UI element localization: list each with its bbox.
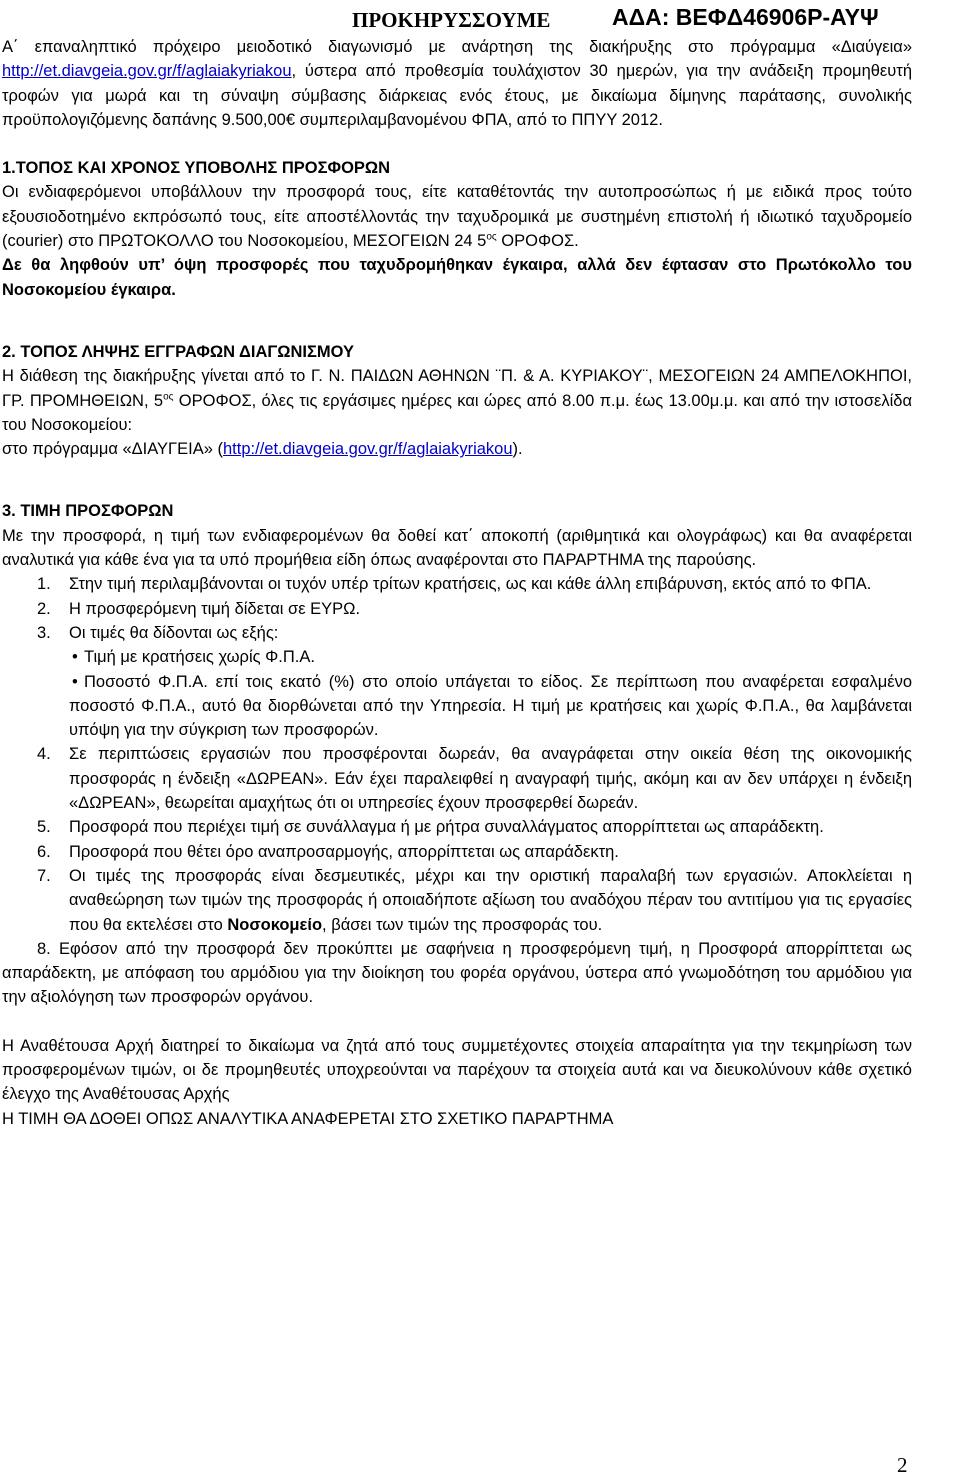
final-statement: Η ΤΙΜΗ ΘΑ ΔΟΘΕΙ ΟΠΩΣ ΑΝΑΛΥΤΙΚΑ ΑΝΑΦΕΡΕΤΑΙ ΣΤΟ ΣΧΕΤΙΚΟ ΠΑΡΑΡΤΗΜΑ [2,1109,614,1128]
intro-rest: , ύστερα από προθεσμία τουλάχιστον 30 ημερών, για την ανάδειξη προμηθευτή τροφών για μωρά και τη σύναψη σύμβασης διάρκειας ενός έτους, με δικαίωμα δίμηνης παράτασης, συνολικής προϋπολογιζόμενης δαπάνης 9.500,00€ συμπεριλαμβανομένου ΦΠΑ, από το ΠΠΥΥ 2012. [2,62,912,129]
list-item-number: 1. [37,575,51,594]
intro-line1: Α΄ επαναληπτικό πρόχειρο μειοδοτικό διαγωνισμό με ανάρτηση της διακήρυξης στο πρόγραμμα [2,38,816,56]
page-number: 2 [897,1453,908,1477]
list-item-number: 4. [37,745,51,764]
section2-body-a: Η διάθεση της διακήρυξης γίνεται από το Γ. Ν. ΠΑΙΔΩΝ ΑΘΗΝΩΝ ¨Π. & Α. ΚΥΡΙΑΚΟΥ¨, ΜΕΣΟΓΕΙΩΝ 24 ΑΜΠΕΛΟΚΗΠΟΙ, ΓΡ. ΠΡΟΜΗΘΕΙΩΝ, 5 [2,367,912,410]
section1-body [2,180,912,253]
list-item-number: 5. [37,818,51,837]
list-item-number: 6. [37,842,51,861]
price-terms-list [2,572,912,936]
list-item-number: 3. [37,623,51,642]
section2-heading: 2. ΤΟΠΟΣ ΛΗΨΗΣ ΕΓΓΡΑΦΩΝ ΔΙΑΓΩΝΙΣΜΟΥ [2,342,355,361]
bullet-text: Ποσοστό Φ.Π.Α. επί τοις εκατό (%) στο οποίο υπάγεται το είδος. Σε περίπτωση που αναφέρεται εσφαλμένο ποσοστό Φ.Π.Α., αυτό θα διορθώνεται από την Υπηρεσία. Η τιμή με κρατήσεις και χωρίς Φ.Π.Α., θα λαμβάνεται υπόψη για την σύγκριση των προσφορών. [69,672,912,740]
ada-code: ΑΔΑ: ΒΕΦΔ46906Ρ-ΑΥΨ [612,4,879,30]
bullet-icon: • [72,648,78,667]
item8-paragraph: 8. Εφόσον από την προσφορά δεν προκύπτει με σαφήνεια η προσφερόμενη τιμή, η Προσφορά απορρίπτεται ως απαράδεκτη, με απόφαση του αρμόδιου για την διοίκηση του φορέα οργάνου, ύστερα από γνωμοδότηση του αρμόδιου για την αξιολόγηση των προσφορών οργάνου. [2,939,912,1007]
section1-heading: 1.ΤΟΠΟΣ ΚΑΙ ΧΡΟΝΟΣ ΥΠΟΒΟΛΗΣ ΠΡΟΣΦΟΡΩΝ [2,159,391,178]
list-item [2,815,912,839]
page-header-title: ΠΡΟΚΗΡΥΣΣΟΥΜΕ [352,8,551,32]
intro-paragraph [2,35,912,132]
bullet-item [2,645,912,669]
list-item-text: Σε περιπτώσεις εργασιών που προσφέρονται δωρεάν, θα αναγράφεται στην οικεία θέση της οικονομικής προσφοράς η ένδειξη «ΔΩΡΕΑΝ». Εάν έχει παραλειφθεί η αναγραφή τιμής, ακόμη και αν δεν υπάρχει η ένδειξη «ΔΩΡΕΑΝ», θεωρείται αμαχήτως ότι οι υπηρεσίες έχουν προσφερθεί δωρεάν. [69,745,912,813]
list-item-number: 7. [37,866,51,885]
intro-pre-link: «Διαύγεια» [831,38,912,56]
list-item-text-end: , βάσει των τιμών της προσφοράς του. [322,915,603,934]
section1-body-b: ΟΡΟΦΟΣ. [496,232,579,251]
list-item [2,864,912,937]
list-item [2,621,912,645]
section2-body-b: ΟΡΟΦΟΣ, όλες τις εργάσιμες ημέρες και ώρες από 8.00 π.μ. έως 13.00μ.μ. και από την ιστοσελίδα του Νοσοκομείου: [2,391,912,434]
list-item-text: Οι τιμές θα δίδονται ως εξής: [69,623,279,642]
list-item-text: Η προσφερόμενη τιμή δίδεται σε ΕΥΡΩ. [69,599,361,618]
list-item [2,742,912,815]
section2-sup: ος [163,391,174,403]
section2-line-post: ). [512,440,523,459]
list-item-text: Προσφορά που περιέχει τιμή σε συνάλλαγμα ή με ρήτρα συναλλάγματος απορρίπτεται ως απαράδεκτη. [69,818,824,837]
closing-paragraph: Η Αναθέτουσα Αρχή διατηρεί το δικαίωμα να ζητά από τους συμμετέχοντες στοιχεία απαραίτητα για την τεκμηρίωση των προσφερομένων τιμών, οι δε προμηθευτές υποχρεούνται να παρέχουν τα στοιχεία αυτά και να διευκολύνουν κάθε σχετικό έλεγχο της Αναθέτουσας Αρχής [2,1036,912,1104]
list-item-bold: Νοσοκομείο [227,915,323,934]
diavgeia-link[interactable]: http://et.diavgeia.gov.gr/f/aglaiakyriakou [2,62,292,81]
list-item [2,840,912,864]
section1-sup: ος [486,231,497,243]
list-item-number: 2. [37,599,51,618]
list-item [2,597,912,621]
section1-bold-note: Δε θα ληφθούν υπ’ όψη προσφορές που ταχυδρομήθηκαν έγκαιρα, αλλά δεν έφτασαν στο Πρωτόκολλο του Νοσοκομείου έγκαιρα. [2,256,912,299]
section2-body [2,364,912,437]
list-item-text: Οι τιμές της προσφοράς είναι δεσμευτικές, μέχρι και την οριστική παραλαβή των εργασιών. Αποκλείεται η αναθεώρηση των τιμών της προσφοράς ή οποιαδήποτε αξίωση του αναδόχου πέραν του αντιτίμου για τις εργασίες που θα εκτελέσει στο [69,866,912,934]
bullet-icon: • [72,672,78,691]
section2-line-pre: στο πρόγραμμα «ΔΙΑΥΓΕΙΑ» ( [2,440,223,459]
list-item [2,572,912,596]
bullet-text: Τιμή με κρατήσεις χωρίς Φ.Π.Α. [84,648,315,667]
list-item-text: Στην τιμή περιλαμβάνονται οι τυχόν υπέρ τρίτων κρατήσεις, ως και κάθε άλλη επιβάρυνση, εκτός από το ΦΠΑ. [69,575,872,594]
section2-diavgeia-link[interactable]: http://et.diavgeia.gov.gr/f/aglaiakyriakou [223,440,513,459]
section2-link-line [2,437,912,461]
bullet-item [2,670,912,743]
section1-body-a: Οι ενδιαφερόμενοι υποβάλλουν την προσφορά τους, είτε καταθέτοντάς την αυτοπροσώπως ή με ειδικά προς τούτο εξουσιοδοτημένο εκπρόσωπό τους, είτε αποστέλλοντάς την ταχυδρομικά με συστημένη επιστολή ή ιδιωτικό ταχυδρομείο (courier) στο ΠΡΩΤΟΚΟΛΛΟ του Νοσοκομείου, ΜΕΣΟΓΕΙΩΝ 24 5 [2,183,912,251]
list-item-text: Προσφορά που θέτει όρο αναπροσαρμογής, απορρίπτεται ως απαράδεκτη. [69,842,619,861]
document-body [2,35,912,1131]
section3-body: Με την προσφορά, η τιμή των ενδιαφερομένων θα δοθεί κατ΄ αποκοπή (αριθμητικά και ολογράφως) και θα αναφέρεται αναλυτικά για κάθε ένα για τα υπό προμήθεια είδη όπως αναφέρονται στο ΠΑΡΑΡΤΗΜΑ της παρούσης. [2,526,912,570]
section3-heading: 3. ΤΙΜΗ ΠΡΟΣΦΟΡΩΝ [2,502,174,521]
